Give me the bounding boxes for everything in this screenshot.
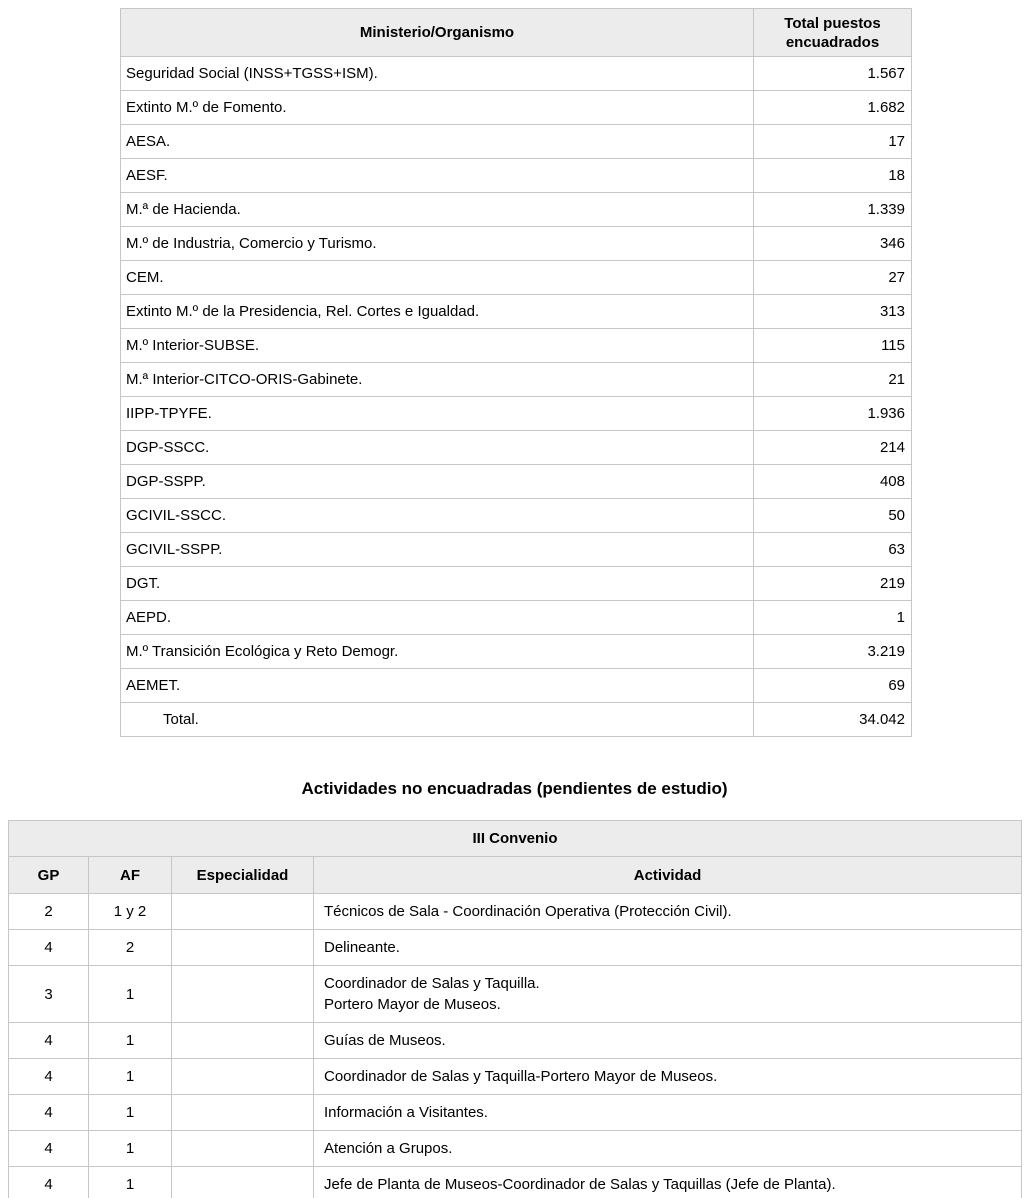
gp-cell: 4 (9, 1023, 89, 1059)
table-row (121, 397, 912, 431)
total-puestos-cell: 50 (754, 499, 912, 533)
especialidad-cell (172, 930, 314, 966)
total-puestos-cell: 1.936 (754, 397, 912, 431)
table-row (9, 930, 1022, 966)
gp-cell: 4 (9, 930, 89, 966)
af-cell: 1 y 2 (89, 894, 172, 930)
total-puestos-cell: 18 (754, 159, 912, 193)
especialidad-header: Especialidad (172, 857, 314, 894)
actividad-line: Información a Visitantes. (324, 1104, 488, 1121)
total-puestos-cell: 69 (754, 669, 912, 703)
ministerio-cell: AESF. (121, 159, 754, 193)
ministerios-table (120, 8, 912, 737)
actividad-cell (314, 966, 1022, 1023)
total-puestos-header: Total puestos encuadrados (754, 9, 912, 57)
table-row (121, 465, 912, 499)
section-title: Actividades no encuadradas (pendientes de estudio) (301, 779, 728, 798)
total-puestos-cell: 1.682 (754, 91, 912, 125)
gp-cell: 4 (9, 1131, 89, 1167)
table-row (9, 894, 1022, 930)
ministerio-cell: M.º de Industria, Comercio y Turismo. (121, 227, 754, 261)
total-puestos-cell: 313 (754, 295, 912, 329)
ministerio-cell: DGT. (121, 567, 754, 601)
convenio-table-body (9, 894, 1022, 1198)
ministerio-cell: AEMET. (121, 669, 754, 703)
table-row (9, 1131, 1022, 1167)
actividad-cell (314, 1023, 1022, 1059)
total-puestos-cell: 17 (754, 125, 912, 159)
gp-header: GP (9, 857, 89, 894)
total-puestos-cell: 34.042 (754, 703, 912, 737)
table-row (9, 966, 1022, 1023)
total-puestos-cell: 115 (754, 329, 912, 363)
total-puestos-cell: 27 (754, 261, 912, 295)
ministerio-cell: M.ª Interior-CITCO-ORIS-Gabinete. (121, 363, 754, 397)
af-cell: 1 (89, 1167, 172, 1198)
af-header: AF (89, 857, 172, 894)
table-row (121, 329, 912, 363)
table-row (121, 363, 912, 397)
ministerio-cell: DGP-SSPP. (121, 465, 754, 499)
af-cell: 1 (89, 1131, 172, 1167)
table-row (121, 91, 912, 125)
ministerio-cell: GCIVIL-SSCC. (121, 499, 754, 533)
convenio-columns-row (9, 857, 1022, 894)
actividad-cell (314, 1167, 1022, 1198)
ministerio-cell: Extinto M.º de Fomento. (121, 91, 754, 125)
table-row (121, 601, 912, 635)
especialidad-cell (172, 1059, 314, 1095)
table-row (121, 635, 912, 669)
actividad-line: Coordinador de Salas y Taquilla-Portero Mayor de Museos. (324, 1068, 718, 1085)
gp-cell: 4 (9, 1095, 89, 1131)
actividad-cell (314, 1059, 1022, 1095)
table-row (121, 669, 912, 703)
convenio-title: III Convenio (9, 821, 1022, 857)
actividad-line: Atención a Grupos. (324, 1140, 453, 1157)
table-row (121, 295, 912, 329)
ministerio-cell: AEPD. (121, 601, 754, 635)
actividad-cell (314, 1131, 1022, 1167)
total-puestos-cell: 346 (754, 227, 912, 261)
gp-cell: 4 (9, 1167, 89, 1198)
especialidad-cell (172, 1167, 314, 1198)
ministerio-cell: Total. (121, 703, 754, 737)
total-puestos-cell: 219 (754, 567, 912, 601)
convenio-table-header (9, 821, 1022, 894)
total-puestos-cell: 214 (754, 431, 912, 465)
actividad-header: Actividad (314, 857, 1022, 894)
ministerio-cell: IIPP-TPYFE. (121, 397, 754, 431)
table-row (121, 261, 912, 295)
total-puestos-cell: 1.567 (754, 57, 912, 91)
table-row (121, 125, 912, 159)
gp-cell: 4 (9, 1059, 89, 1095)
table-row (121, 567, 912, 601)
actividad-cell (314, 1095, 1022, 1131)
table-row (121, 499, 912, 533)
ministerio-cell: M.º Transición Ecológica y Reto Demogr. (121, 635, 754, 669)
af-cell: 1 (89, 966, 172, 1023)
total-puestos-cell: 63 (754, 533, 912, 567)
table-row (9, 1167, 1022, 1198)
ministerio-cell: M.ª de Hacienda. (121, 193, 754, 227)
table-row (121, 533, 912, 567)
ministerio-cell: Extinto M.º de la Presidencia, Rel. Cortes e Igualdad. (121, 295, 754, 329)
ministerio-cell: DGP-SSCC. (121, 431, 754, 465)
ministerios-table-header (121, 9, 912, 57)
actividad-line: Guías de Museos. (324, 1032, 446, 1049)
actividad-cell (314, 894, 1022, 930)
actividad-line: Coordinador de Salas y Taquilla. (324, 975, 540, 992)
especialidad-cell (172, 966, 314, 1023)
table-row (9, 1095, 1022, 1131)
especialidad-cell (172, 894, 314, 930)
table-row (121, 703, 912, 737)
actividad-line: Delineante. (324, 939, 400, 956)
total-puestos-cell: 408 (754, 465, 912, 499)
total-puestos-cell: 1 (754, 601, 912, 635)
ministerio-cell: AESA. (121, 125, 754, 159)
table-row (121, 227, 912, 261)
ministerio-cell: Seguridad Social (INSS+TGSS+ISM). (121, 57, 754, 91)
af-cell: 1 (89, 1023, 172, 1059)
table-row (9, 1059, 1022, 1095)
gp-cell: 3 (9, 966, 89, 1023)
af-cell: 1 (89, 1095, 172, 1131)
header-row (121, 9, 912, 57)
af-cell: 1 (89, 1059, 172, 1095)
convenio-title-row (9, 821, 1022, 857)
gp-cell: 2 (9, 894, 89, 930)
table-row (121, 431, 912, 465)
ministerio-organismo-header: Ministerio/Organismo (121, 9, 754, 57)
total-puestos-cell: 21 (754, 363, 912, 397)
actividad-cell (314, 930, 1022, 966)
table-row (9, 1023, 1022, 1059)
especialidad-cell (172, 1095, 314, 1131)
total-puestos-cell: 1.339 (754, 193, 912, 227)
ministerios-table-body (121, 57, 912, 737)
total-puestos-cell: 3.219 (754, 635, 912, 669)
actividad-line: Jefe de Planta de Museos-Coordinador de Salas y Taquillas (Jefe de Planta). (324, 1176, 836, 1193)
table-row (121, 193, 912, 227)
actividad-line: Técnicos de Sala - Coordinación Operativa (Protección Civil). (324, 903, 732, 920)
ministerio-cell: CEM. (121, 261, 754, 295)
af-cell: 2 (89, 930, 172, 966)
ministerio-cell: M.º Interior-SUBSE. (121, 329, 754, 363)
actividad-line: Portero Mayor de Museos. (324, 996, 501, 1013)
ministerio-cell: GCIVIL-SSPP. (121, 533, 754, 567)
table-row (121, 57, 912, 91)
especialidad-cell (172, 1131, 314, 1167)
convenio-table (8, 820, 1022, 1198)
table-row (121, 159, 912, 193)
especialidad-cell (172, 1023, 314, 1059)
